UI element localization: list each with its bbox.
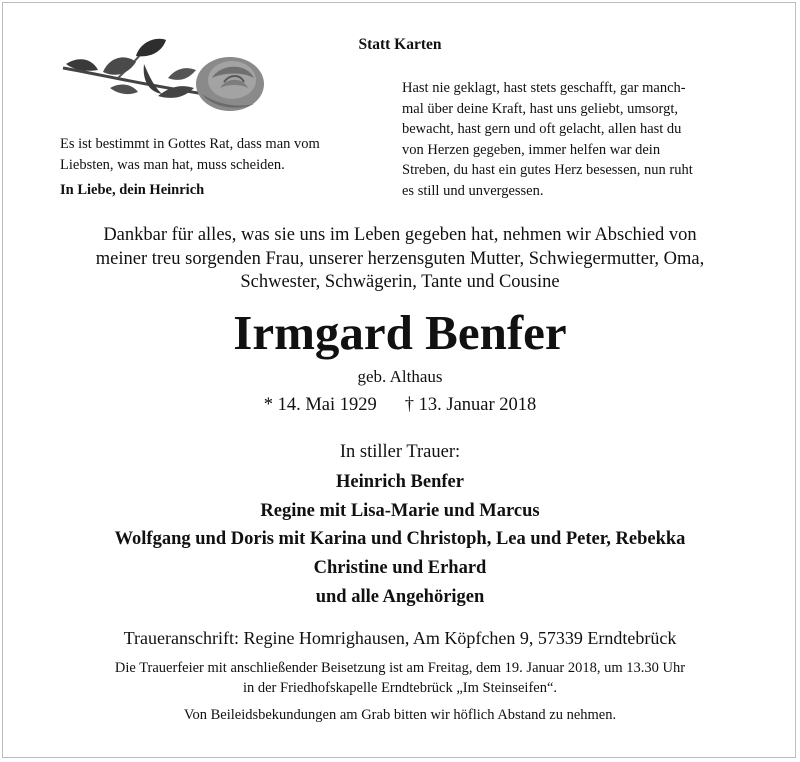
mourner-line: und alle Angehörigen — [315, 586, 485, 607]
birth-name: geb. Althaus — [357, 367, 443, 386]
birth-date: * 14. Mai 1929 — [263, 395, 377, 415]
verse-line: es still und unvergessen. — [402, 182, 544, 199]
rose-icon — [58, 34, 268, 114]
deceased-name: Irmgard Benfer — [233, 305, 567, 360]
mourner-line: Regine mit Lisa-Marie und Marcus — [260, 500, 540, 521]
verse-line: Liebsten, was man hat, muss scheiden. — [60, 157, 285, 173]
verse-line: mal über deine Kraft, hast uns geliebt, umsorgt, — [402, 100, 678, 117]
intro-line: Dankbar für alles, was sie uns im Leben gegeben hat, nehmen wir Abschied von — [103, 225, 697, 245]
statt-karten-heading: Statt Karten — [358, 36, 442, 53]
right-verse — [402, 78, 762, 202]
mourners-label: In stiller Trauer: — [339, 442, 461, 462]
intro-text — [0, 224, 800, 295]
mourner-line: Christine und Erhard — [313, 558, 487, 579]
verse-line: Es ist bestimmt in Gottes Rat, dass man vom — [60, 136, 320, 152]
death-date: † 13. Januar 2018 — [404, 395, 537, 415]
verse-line: von Herzen gegeben, immer helfen war dein — [402, 141, 661, 158]
left-verse — [60, 134, 390, 201]
intro-line: Schwester, Schwägerin, Tante und Cousine — [240, 272, 560, 292]
verse-line: Streben, du hast ein gutes Herz besessen, nun ruht — [402, 162, 693, 179]
verse-signature: In Liebe, dein Heinrich — [60, 182, 205, 198]
mourner-line: Heinrich Benfer — [336, 472, 464, 492]
ceremony-info — [0, 659, 800, 698]
condolence-note: Von Beileidsbekundungen am Grab bitten wir höflich Abstand zu nehmen. — [183, 707, 617, 723]
mourners-list — [0, 468, 800, 612]
ceremony-line: Die Trauerfeier mit anschließender Beisetzung ist am Freitag, dem 19. Januar 2018, um 13.30 Uhr — [114, 660, 686, 676]
intro-line: meiner treu sorgenden Frau, unserer herzensguten Mutter, Schwiegermutter, Oma, — [95, 248, 705, 269]
life-dates — [0, 395, 800, 416]
mourner-line: Wolfgang und Doris mit Karina und Christoph, Lea und Peter, Rebekka — [114, 529, 686, 550]
ceremony-line: in der Friedhofskapelle Erndtebrück „Im Steinseifen“. — [242, 679, 558, 696]
mourning-address: Traueranschrift: Regine Homrighausen, Am Köpfchen 9, 57339 Erndtebrück — [123, 628, 677, 648]
verse-line: Hast nie geklagt, hast stets geschafft, gar manch- — [402, 80, 686, 96]
verse-line: bewacht, hast gern und oft gelacht, allen hast du — [402, 121, 682, 138]
